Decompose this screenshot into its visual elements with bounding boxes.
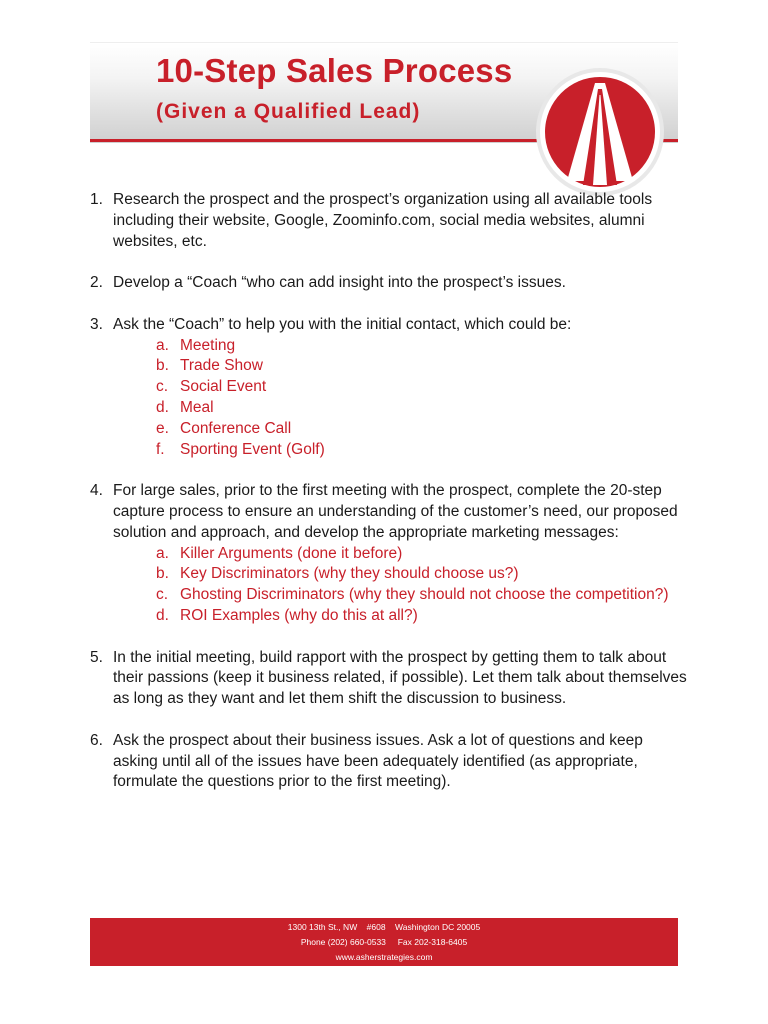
sub-item-letter: e. <box>156 419 169 437</box>
sub-item-letter: f. <box>156 440 165 458</box>
sub-item-text: Sporting Event (Golf) <box>180 440 325 458</box>
sub-item-letter: d. <box>156 398 169 416</box>
step-body <box>113 481 690 627</box>
step-item <box>90 481 690 627</box>
sub-item-letter: b. <box>156 565 169 583</box>
footer-bar <box>90 918 678 966</box>
step-text: Develop a “Coach “who can add insight into the prospect’s issues. <box>113 274 566 292</box>
footer-website: www.asherstrategies.com <box>335 952 433 962</box>
step-body <box>113 315 690 461</box>
step-text: Research the prospect and the prospect’s organization using all available tools including their website, Google, Zoominfo.com, social media websites, alumni websites, etc. <box>113 191 653 250</box>
sub-item-text: Trade Show <box>180 357 263 375</box>
steps-list <box>90 190 690 814</box>
sub-item <box>156 336 690 357</box>
sub-item-letter: a. <box>156 544 169 562</box>
step-body <box>113 273 690 294</box>
sub-item-text: Social Event <box>180 378 267 396</box>
sub-item <box>156 398 690 419</box>
sub-item <box>156 440 690 461</box>
footer-phone: Phone (202) 660-0533 Fax 202-318-6405 <box>300 937 468 947</box>
step-item <box>90 190 690 252</box>
sub-item-text: Meeting <box>180 336 236 354</box>
sub-item <box>156 419 690 440</box>
sub-item-text: Ghosting Discriminators (why they should not choose the competition?) <box>180 586 669 604</box>
sub-item-text: Key Discriminators (why they should choose us?) <box>180 565 519 583</box>
step-item <box>90 731 690 793</box>
step-text: For large sales, prior to the first meeting with the prospect, complete the 20-step capture process to ensure an understanding of the customer’s need, our proposed solution and approach, and develop the appropriate marketing messages: <box>113 482 678 541</box>
page-title: 10-Step Sales Process <box>156 52 513 89</box>
sub-item <box>156 544 690 565</box>
step-number: 1. <box>90 191 103 208</box>
sub-item-text: Killer Arguments (done it before) <box>180 544 403 562</box>
step-item <box>90 315 690 461</box>
step-item <box>90 273 690 294</box>
step-body <box>113 648 690 710</box>
step-number: 4. <box>90 482 103 500</box>
sub-item <box>156 606 690 627</box>
sub-item-letter: b. <box>156 357 169 375</box>
sub-item-letter: a. <box>156 336 169 354</box>
step-number: 5. <box>90 648 103 666</box>
step-text: Ask the “Coach” to help you with the initial contact, which could be: <box>113 315 572 333</box>
step-body <box>113 731 690 793</box>
step-number: 6. <box>90 731 103 749</box>
step-number: 2. <box>90 274 103 292</box>
sub-item-text: Meal <box>180 398 214 416</box>
step-text: In the initial meeting, build rapport with the prospect by getting them to talk about their passions (keep it business related, if possible). Let them talk about themselves as long as they want and let them shift the discussion to business. <box>113 648 687 708</box>
sub-item-text: ROI Examples (why do this at all?) <box>180 606 418 624</box>
sub-item <box>156 564 690 585</box>
sub-item-letter: c. <box>156 378 169 396</box>
sub-item-letter: d. <box>156 606 169 624</box>
step-body <box>113 190 690 252</box>
red-circle-road-logo-icon <box>535 67 665 197</box>
step-item <box>90 648 690 710</box>
step-number: 3. <box>90 315 103 333</box>
page-subtitle: (Given a Qualified Lead) <box>156 100 421 123</box>
footer-address: 1300 13th St., NW #608 Washington DC 20005 <box>287 922 481 932</box>
sub-item-letter: c. <box>156 586 169 604</box>
sub-item <box>156 356 690 377</box>
sub-item <box>156 377 690 398</box>
step-text: Ask the prospect about their business issues. Ask a lot of questions and keep asking until all of the issues have been adequately identified (as appropriate, formulate the questions prior to the first meeting). <box>113 731 643 791</box>
sub-item <box>156 585 690 606</box>
sub-item-text: Conference Call <box>180 419 292 437</box>
